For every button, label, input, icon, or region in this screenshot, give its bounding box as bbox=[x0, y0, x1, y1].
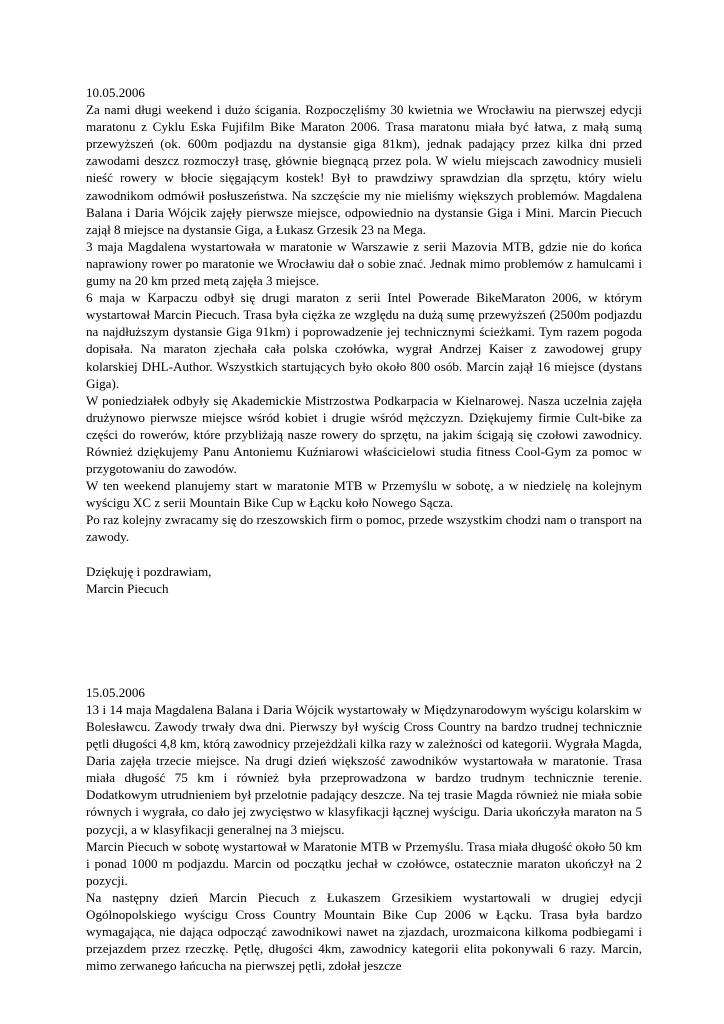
entry-2006-05-10 bbox=[86, 84, 642, 597]
paragraph: Po raz kolejny zwracamy się do rzeszowskich firm o pomoc, przede wszystkim chodzi nam o transport na zawody. bbox=[86, 512, 642, 545]
document-page bbox=[86, 84, 642, 974]
paragraph: W ten weekend planujemy start w maratonie MTB w Przemyślu w sobotę, a w niedzielę na kolejnym wyścigu XC z serii Mountain Bike Cup w Łącku koło Nowego Sącza. bbox=[86, 478, 642, 511]
paragraph: 13 i 14 maja Magdalena Balana i Daria Wójcik wystartowały w Międzynarodowym wyścigu kolarskim w Bolesławcu. Zawody trwały dwa dni. Pierwszy był wyścig Cross Country na bardzo trudnej technicznie pętli długości 4,8 km, którą zawodnicy przejeżdżali kilka razy w zależności od kategorii. Wygrała Magda, Daria zajęła trzecie miejsce. Na drugi dzień większość zawodników wystartowała w maratonie. Trasa miała długość 75 km i również była przeprowadzona w bardzo trudnym technicznie terenie. Dodatkowym utrudnieniem był przelotnie padający deszcze. Na tej trasie Magda również nie miała sobie równych i wygrała, co dało jej zwycięstwo w klasyfikacji łącznej wyścigu. Daria ukończyła maraton na 5 pozycji, a w klasyfikacji generalnej na 3 miejscu. bbox=[86, 701, 642, 837]
signature: Marcin Piecuch bbox=[86, 580, 169, 596]
paragraph: W poniedziałek odbyły się Akademickie Mistrzostwa Podkarpacia w Kielnarowej. Nasza uczelnia zajęła drużynowo pierwsze miejsce wśród kobiet i drugie wśród mężczyzn. Dziękujemy firmie Cult-bike za części do rowerów, które przybliżają nasze rowery do sprzętu, na jakim ścigają się czołowi zawodnicy. Również dziękujemy Panu Antoniemu Kuźniarowi właścicielowi studia fitness Cool-Gym za pomoc w przygotowaniu do zawodów. bbox=[86, 392, 642, 477]
spacer bbox=[86, 546, 642, 563]
closing-line: Dziękuję i pozdrawiam, bbox=[86, 563, 212, 579]
entry-date: 15.05.2006 bbox=[86, 684, 145, 700]
paragraph: Na następny dzień Marcin Piecuch z Łukaszem Grzesikiem wystartowali w drugiej edycji Ogólnopolskiego wyścigu Cross Country Mountain Bike Cup 2006 w Łącku. Trasa była bardzo wymagająca, nie dająca odpocząć zawodnikowi nawet na zjazdach, urozmaicona kilkoma podbiegami i przejazdem przez rzeczkę. Pętlę, długości 4km, zawodnicy kategorii elita pokonywali 6 razy. Marcin, mimo zerwanego łańcucha na pierwszej pętli, zdołał jeszcze bbox=[86, 889, 642, 974]
paragraph: 6 maja w Karpaczu odbył się drugi maraton z serii Intel Powerade BikeMaraton 2006, w którym wystartował Marcin Piecuch. Trasa była ciężka ze względu na dużą sumę przewyższeń (2500m podjazdu na najdłuższym dystansie Giga 91km) i poprowadzenie jej technicznymi ścieżkami. Tym razem pogoda dopisała. Na maraton zjechała cała polska czołówka, wygrał Andrzej Kaiser z zawodowej grupy kolarskiej DHL-Author. Wszystkich startujących było około 800 osób. Marcin zajął 16 miejsce (dystans Giga). bbox=[86, 290, 642, 391]
paragraph: Za nami długi weekend i dużo ścigania. Rozpoczęliśmy 30 kwietnia we Wrocławiu na pierwszej edycji maratonu z Cyklu Eska Fujifilm Bike Maraton 2006. Trasa maratonu miała być łatwa, z małą sumą przewyższeń (ok. 600m podjazdu na dystansie giga 81km), jednak padający przez kilka dni przed zawodami deszcz rozmoczył trasę, głównie biegnącą przez pola. W wielu miejscach zawodnicy musieli nieść rowery w błocie sięgającym kostek! Był to prawdziwy sprawdzian dla sprzętu, który wielu zawodnikom odmówił posłuszeństwa. Na szczęście my nie mieliśmy większych problemów. Magdalena Balana i Daria Wójcik zajęły pierwsze miejsce, odpowiednio na dystansie Giga i Mini. Marcin Piecuch zajął 8 miejsce na dystansie Giga, a Łukasz Grzesik 23 na Mega. bbox=[86, 102, 642, 237]
paragraph: Marcin Piecuch w sobotę wystartował w Maratonie MTB w Przemyślu. Trasa miała długość około 50 km i ponad 1000 m podjazdu. Marcin od początku jechał w czołówce, ostatecznie maraton ukończył na 2 pozycji. bbox=[86, 838, 642, 888]
paragraph: 3 maja Magdalena wystartowała w maratonie w Warszawie z serii Mazovia MTB, gdzie nie do końca naprawiony rower po maratonie we Wrocławiu dał o sobie znać. Jednak mimo problemów z hamulcami i gumy na 20 km przed metą zajęła 3 miejsce. bbox=[86, 238, 642, 289]
entry-2006-05-15 bbox=[86, 684, 642, 975]
entry-date: 10.05.2006 bbox=[86, 85, 145, 100]
